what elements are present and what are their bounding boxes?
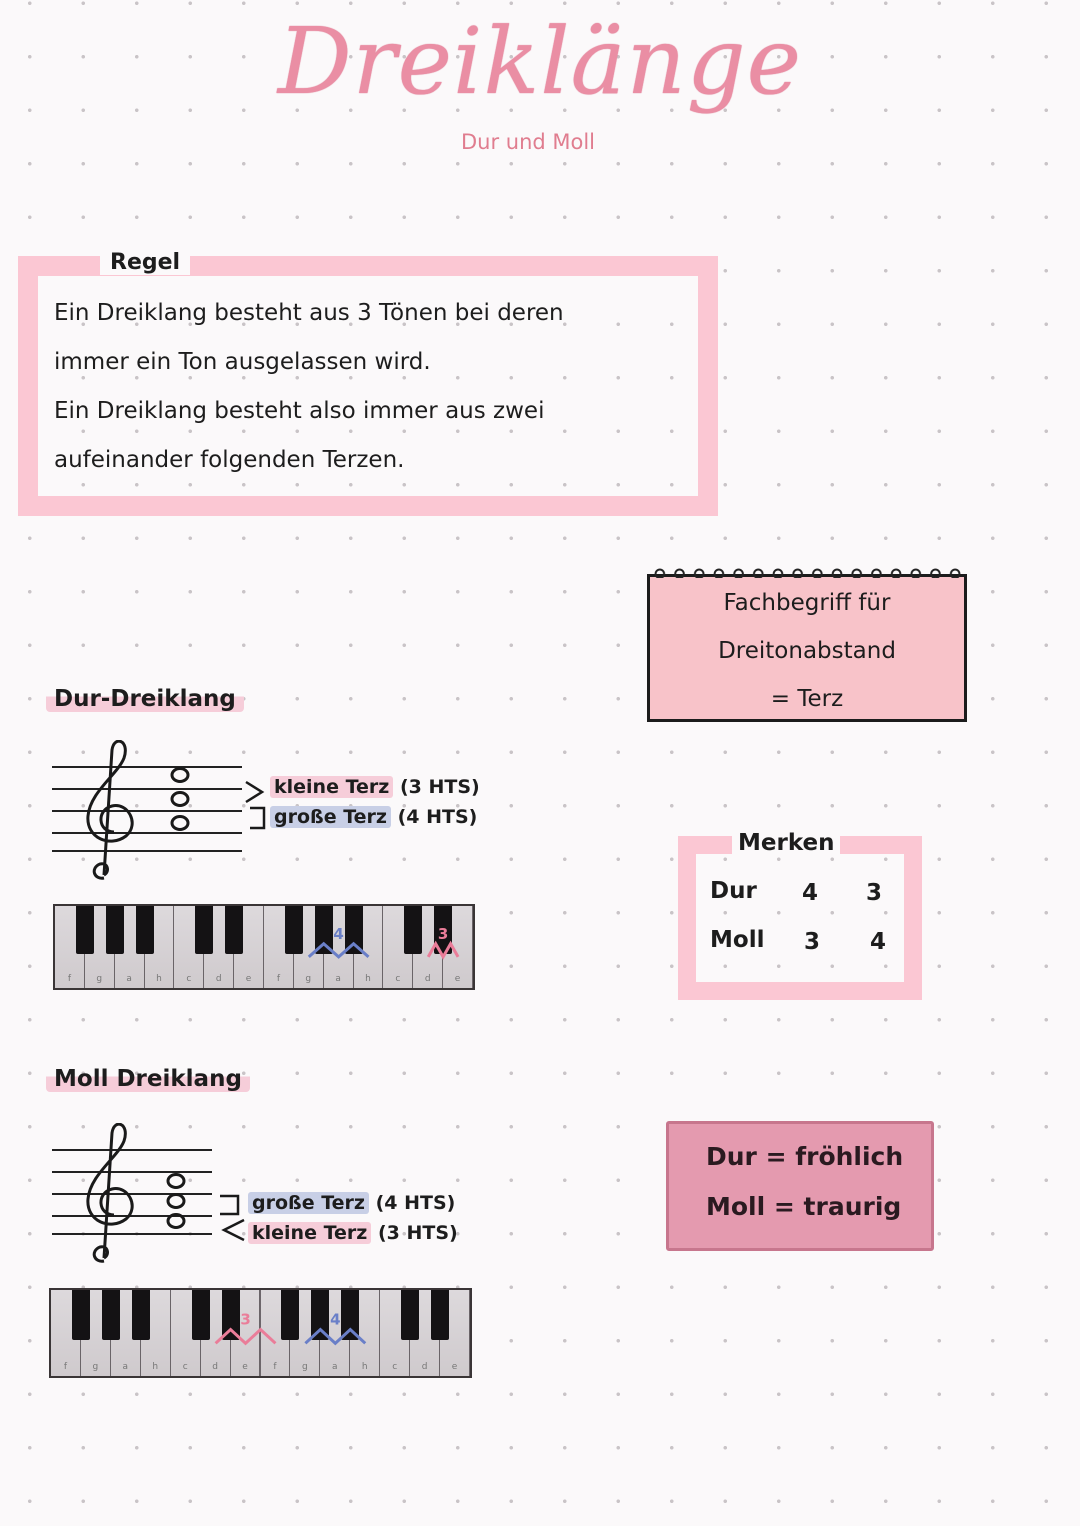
key-label: a (122, 1362, 129, 1372)
key-label: f (67, 974, 71, 984)
moll-interval-1-hts: (4 HTS) (375, 1192, 456, 1214)
merken-box (678, 836, 922, 1000)
dur-bracket (242, 778, 272, 833)
key-label: e (245, 974, 252, 984)
key-label: d (424, 974, 431, 984)
key-label: h (152, 1362, 159, 1372)
key-label: g (305, 974, 312, 984)
dur-label: Dur-Dreiklang (46, 686, 244, 712)
key-label: e (451, 1362, 458, 1372)
key-label: d (212, 1362, 218, 1372)
regel-box (18, 256, 718, 516)
mood-line-moll: Moll = traurig (706, 1192, 902, 1221)
dur-interval-1 (270, 776, 480, 798)
key-label: g (92, 1362, 99, 1372)
key-label: c (182, 1362, 188, 1372)
key-label: e (454, 974, 461, 984)
key-label: f (63, 1362, 68, 1372)
key-label: e (242, 1362, 248, 1372)
moll-note-middle (168, 1195, 184, 1208)
fachbegriff-line-1: Fachbegriff für (723, 590, 891, 616)
merken-moll-name: Moll (710, 927, 765, 953)
regel-line-2: immer ein Ton ausgelassen wird. (54, 349, 431, 375)
key-label: d (215, 974, 222, 984)
regel-label: Regel (100, 250, 190, 275)
moll-bracket (214, 1192, 250, 1244)
moll-interval-1 (248, 1192, 455, 1214)
merken-moll-a: 3 (804, 929, 821, 955)
key-label: h (365, 974, 371, 984)
key-label: h (156, 974, 162, 984)
key-label: h (361, 1362, 368, 1372)
page-title: Dreiklänge (277, 8, 803, 115)
fachbegriff-line-2: Dreitonabstand (718, 638, 896, 664)
dur-note-bottom (172, 817, 188, 830)
interval-mark-label: 3 (437, 924, 449, 943)
dur-note-top (172, 769, 188, 782)
moll-interval-2-hts: (3 HTS) (377, 1222, 458, 1244)
dur-staff (52, 760, 242, 855)
spiral-binding (650, 564, 966, 578)
dur-interval-2-hts: (4 HTS) (397, 806, 478, 828)
moll-interval-1-name: große Terz (248, 1192, 369, 1214)
key-label: c (395, 974, 401, 984)
moll-note-top (168, 1175, 184, 1188)
key-label: a (332, 1362, 338, 1372)
regel-line-4: aufeinander folgenden Terzen. (54, 447, 405, 473)
moll-interval-2 (248, 1222, 458, 1244)
dur-staff-notes (52, 740, 242, 880)
fachbegriff-line-3: = Terz (770, 686, 844, 712)
key-label: d (421, 1362, 428, 1372)
key-label: f (273, 1362, 277, 1372)
interval-mark-4 (51, 1290, 470, 1376)
treble-clef-icon (88, 741, 132, 878)
mood-line-dur: Dur = fröhlich (706, 1142, 904, 1171)
dur-note-middle (172, 793, 188, 806)
dur-interval-1-name: kleine Terz (270, 776, 393, 798)
moll-keyboard (49, 1288, 472, 1378)
dur-interval-2-name: große Terz (270, 806, 391, 828)
interval-mark-3 (55, 906, 473, 988)
interval-mark-label: 3 (240, 1310, 251, 1329)
interval-mark-label: 4 (333, 924, 344, 943)
moll-staff (52, 1143, 212, 1238)
key-label: c (392, 1362, 398, 1372)
merken-moll-b: 4 (870, 929, 887, 955)
key-label: c (186, 974, 192, 984)
key-label: a (335, 974, 341, 984)
merken-label: Merken (732, 830, 840, 856)
merken-dur-name: Dur (710, 878, 757, 904)
regel-line-1: Ein Dreiklang besteht aus 3 Tönen bei deren (54, 300, 564, 326)
key-label: g (96, 974, 103, 984)
moll-label: Moll Dreiklang (46, 1066, 250, 1092)
dur-keyboard (53, 904, 475, 990)
moll-interval-2-name: kleine Terz (248, 1222, 371, 1244)
page-subtitle: Dur und Moll (460, 130, 596, 154)
key-label: f (276, 974, 280, 984)
merken-dur-a: 4 (802, 880, 819, 906)
treble-clef-icon (88, 1124, 132, 1261)
dur-interval-2 (270, 806, 477, 828)
merken-dur-b: 3 (866, 880, 883, 906)
moll-note-bottom (168, 1215, 184, 1228)
interval-mark-label: 4 (330, 1310, 341, 1329)
dur-interval-1-hts: (3 HTS) (399, 776, 480, 798)
key-label: g (302, 1362, 308, 1372)
mood-box (666, 1121, 934, 1251)
key-label: a (126, 974, 132, 984)
regel-line-3: Ein Dreiklang besteht also immer aus zwei (54, 398, 545, 424)
